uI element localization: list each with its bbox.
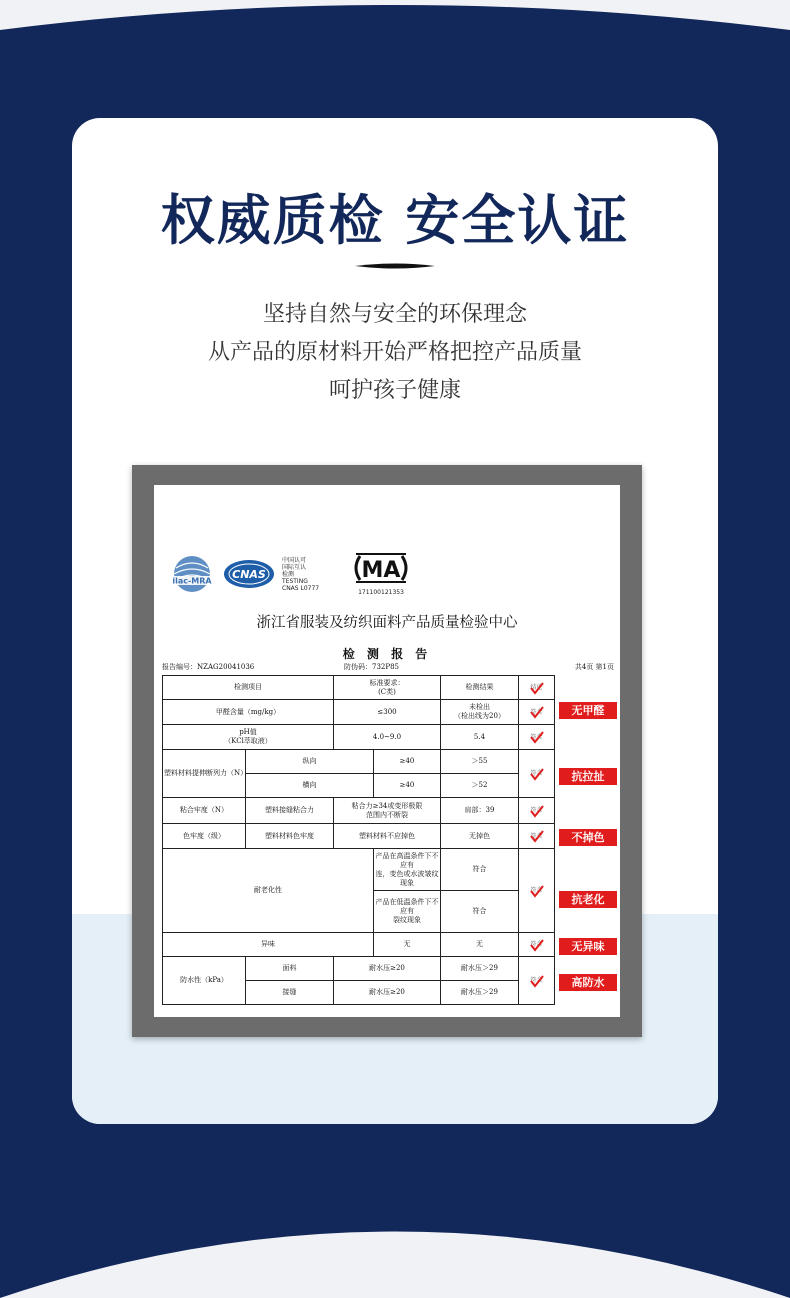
verdict-text: 符合 (530, 807, 543, 814)
formaldehyde-standard: ≤300 (334, 700, 441, 725)
cnas-logo-icon (222, 556, 276, 592)
verdict-text: 结论 (530, 684, 543, 691)
aging-item: 耐老化性 (163, 849, 374, 933)
verdict-text: 符合 (530, 708, 543, 716)
verdict-text: 符合 (530, 832, 543, 840)
verdict-text: 符合 (530, 977, 543, 984)
tensile-res1: ＞55 (441, 750, 519, 774)
check-mark-icon (530, 829, 544, 843)
colorfast-standard: 塑料材料不应掉色 (334, 824, 441, 849)
test-report-table (162, 675, 555, 1005)
cnas-accreditation-text (282, 557, 330, 592)
adhesion-verdict (519, 798, 555, 824)
intro-line: 坚持自然与安全的环保理念 (262, 302, 527, 327)
waterproof-item: 防水性（kPa） (163, 957, 246, 1005)
cnas-text-line: 中国认可 (282, 556, 307, 564)
content-card (72, 118, 718, 1124)
aging-std2: 产品在低温条件下不应有 裂纹现象 (374, 891, 441, 933)
intro-text (72, 296, 718, 410)
table-row (163, 933, 555, 957)
headline-divider (355, 263, 435, 269)
header-result: 检测结果 (441, 676, 519, 700)
ph-result: 5.4 (441, 725, 519, 750)
check-mark-icon (530, 681, 544, 695)
aging-verdict (519, 849, 555, 933)
tag-tear-resistant: 抗拉扯 (559, 768, 617, 785)
table-row (163, 957, 555, 981)
cma-mark-text: MA (361, 558, 401, 583)
formaldehyde-result: 未检出 （检出线为20） (441, 700, 519, 725)
colorfast-verdict (519, 824, 555, 849)
report-number: 报告编号：NZAG20041036 (162, 663, 255, 671)
verdict-text: 符合 (530, 770, 543, 777)
table-row (163, 700, 555, 725)
report-title: 检 测 报 告 (342, 647, 432, 661)
certificate-paper (154, 485, 620, 1017)
cnas-text-line: TESTING (282, 577, 308, 585)
check-mark-icon (530, 804, 544, 818)
header-verdict (519, 676, 555, 700)
tag-odorless: 无异味 (559, 938, 617, 955)
table-row (163, 849, 555, 891)
aging-std1: 产品在高温条件下不应有 连，变色或水波皱纹现象 (374, 849, 441, 891)
colorfast-result: 无掉色 (441, 824, 519, 849)
formaldehyde-verdict (519, 700, 555, 725)
ph-item: pH值 （KCl萃取液） (163, 725, 334, 750)
formaldehyde-item: 甲醛含量（mg/kg） (163, 700, 334, 725)
table-row (163, 750, 555, 774)
aging-res2: 符合 (441, 891, 519, 933)
cnas-text-line: 国际互认 (282, 563, 307, 571)
ilac-logo-text: ilac-MRA (172, 576, 212, 586)
ph-standard: 4.0~9.0 (334, 725, 441, 750)
cnas-text-line: 检测 (282, 570, 295, 578)
waterproof-verdict (519, 957, 555, 1005)
anti-fake-code: 防伪码：732P85 (344, 663, 399, 671)
check-mark-icon (530, 938, 544, 952)
colorfast-item: 色牢度（级） (163, 824, 246, 849)
table-row (163, 725, 555, 750)
odor-item: 异味 (163, 933, 374, 957)
intro-line: 从产品的原材料开始严格把控产品质量 (207, 340, 582, 365)
cnas-text-line: CNAS L0777 (282, 584, 320, 592)
headline: 权威质检 安全认证 (160, 189, 630, 252)
verdict-text: 符合 (530, 887, 543, 894)
waterproof-res1: 耐水压＞29 (441, 957, 519, 981)
waterproof-std1: 耐水压≥20 (334, 957, 441, 981)
header-item: 检测项目 (163, 676, 334, 700)
check-mark-icon (530, 767, 544, 781)
table-row (163, 798, 555, 824)
waterproof-sub2: 接缝 (246, 981, 334, 1005)
intro-line: 呵护孩子健康 (328, 378, 461, 403)
tensile-res2: ＞52 (441, 774, 519, 798)
tag-no-formaldehyde: 无甲醛 (559, 702, 617, 719)
certification-logos (168, 549, 412, 599)
cnas-logo-text: CNAS (232, 568, 266, 581)
testing-center-name: 浙江省服装及纺织面料产品质量检验中心 (256, 615, 518, 631)
certificate-frame (132, 465, 642, 1037)
aging-res1: 符合 (441, 849, 519, 891)
colorfast-sub: 塑料材料色牢度 (246, 824, 334, 849)
tensile-std2: ≥40 (374, 774, 441, 798)
waterproof-std2: 耐水压≥20 (334, 981, 441, 1005)
waterproof-res2: 耐水压＞29 (441, 981, 519, 1005)
header-standard: 标准要求： (C类) (334, 676, 441, 700)
adhesion-sub: 塑料接缝粘合力 (246, 798, 334, 824)
tag-colorfast: 不掉色 (559, 829, 617, 846)
table-header-row (163, 676, 555, 700)
page-count: 共4页 第1页 (574, 663, 614, 671)
odor-result: 无 (441, 933, 519, 957)
cma-mark-icon (350, 552, 412, 584)
ilac-mra-logo-icon (168, 554, 216, 594)
ph-verdict (519, 725, 555, 750)
tensile-verdict (519, 750, 555, 798)
check-mark-icon (530, 730, 544, 744)
cma-logo (350, 552, 412, 596)
verdict-text: 符合 (530, 733, 543, 741)
waterproof-sub1: 面料 (246, 957, 334, 981)
adhesion-standard: 粘合力≥34或变形极限 范围内不断裂 (334, 798, 441, 824)
feature-tags (559, 675, 619, 1015)
tensile-std1: ≥40 (374, 750, 441, 774)
tag-waterproof: 高防水 (559, 974, 617, 991)
tensile-item: 塑料材料提伸断列力（N） (163, 750, 246, 798)
check-mark-icon (530, 974, 544, 988)
adhesion-item: 粘合牢度（N） (163, 798, 246, 824)
tensile-sub1: 纵向 (246, 750, 374, 774)
odor-standard: 无 (374, 933, 441, 957)
tensile-sub2: 横向 (246, 774, 374, 798)
check-mark-icon (530, 705, 544, 719)
odor-verdict (519, 933, 555, 957)
tag-anti-aging: 抗老化 (559, 891, 617, 908)
check-mark-icon (530, 884, 544, 898)
table-row (163, 824, 555, 849)
adhesion-result: 肩部：39 (441, 798, 519, 824)
verdict-text: 符合 (530, 941, 543, 948)
cma-number: 171100121353 (358, 589, 404, 596)
